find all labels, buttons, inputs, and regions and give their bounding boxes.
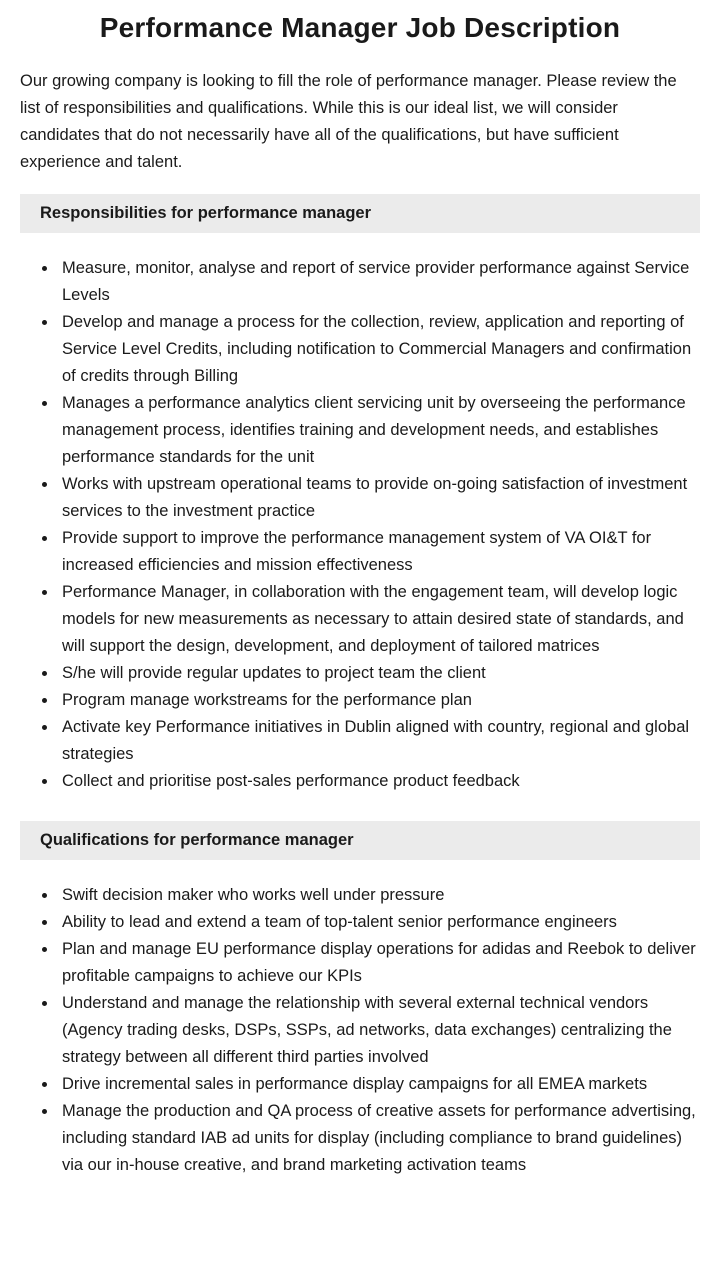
- responsibilities-list: [20, 255, 700, 795]
- list-item: • Ability to lead and extend a team of top-talent senior performance engineers: [58, 909, 700, 936]
- qualifications-list: [20, 882, 700, 1179]
- list-item: • Performance Manager, in collaboration with the engagement team, will develop logic models for new measurements as necessary to attain desired state of standards, and will support the design, development, and deployment of tailored matrices: [58, 579, 700, 660]
- list-item: • Manages a performance analytics client servicing unit by overseeing the performance management process, identifies training and development needs, and establishes performance standards for the unit: [58, 390, 700, 471]
- list-item: • Manage the production and QA process of creative assets for performance advertising, including standard IAB ad units for display (including compliance to brand guidelines) via our in-house creative, and brand marketing activation teams: [58, 1098, 700, 1179]
- page-title: Performance Manager Job Description: [99, 12, 621, 43]
- qualifications-section-header: [20, 821, 700, 860]
- list-item: • Provide support to improve the performance management system of VA OI&T for increased efficiencies and mission effectiveness: [58, 525, 700, 579]
- list-item: • Activate key Performance initiatives in Dublin aligned with country, regional and global strategies: [58, 714, 700, 768]
- responsibilities-section-heading: Responsibilities for performance manager: [40, 204, 372, 222]
- list-item: • Develop and manage a process for the collection, review, application and reporting of Service Level Credits, including notification to Commercial Managers and confirmation of credits through Billing: [58, 309, 700, 390]
- responsibilities-section-header: [20, 194, 700, 233]
- qualifications-section-heading: Qualifications for performance manager: [40, 831, 354, 849]
- list-item: • Works with upstream operational teams to provide on-going satisfaction of investment services to the investment practice: [58, 471, 700, 525]
- list-item: • Collect and prioritise post-sales performance product feedback: [58, 768, 700, 795]
- list-item: • Program manage workstreams for the performance plan: [58, 687, 700, 714]
- list-item: • Swift decision maker who works well under pressure: [58, 882, 700, 909]
- list-item: • Understand and manage the relationship with several external technical vendors (Agency trading desks, DSPs, SSPs, ad networks, data exchanges) centralizing the strategy between all different third parties involved: [58, 990, 700, 1071]
- list-item: • S/he will provide regular updates to project team the client: [58, 660, 700, 687]
- list-item: • Plan and manage EU performance display operations for adidas and Reebok to deliver profitable campaigns to achieve our KPIs: [58, 936, 700, 990]
- list-item: • Measure, monitor, analyse and report of service provider performance against Service Levels: [58, 255, 700, 309]
- intro-paragraph: Our growing company is looking to fill the role of performance manager. Please review the list of responsibilities and qualifications. While this is our ideal list, we will consider candidates that do not necessarily have all of the qualifications, but have sufficient experience and talent.: [20, 72, 677, 171]
- list-item: • Drive incremental sales in performance display campaigns for all EMEA markets: [58, 1071, 700, 1098]
